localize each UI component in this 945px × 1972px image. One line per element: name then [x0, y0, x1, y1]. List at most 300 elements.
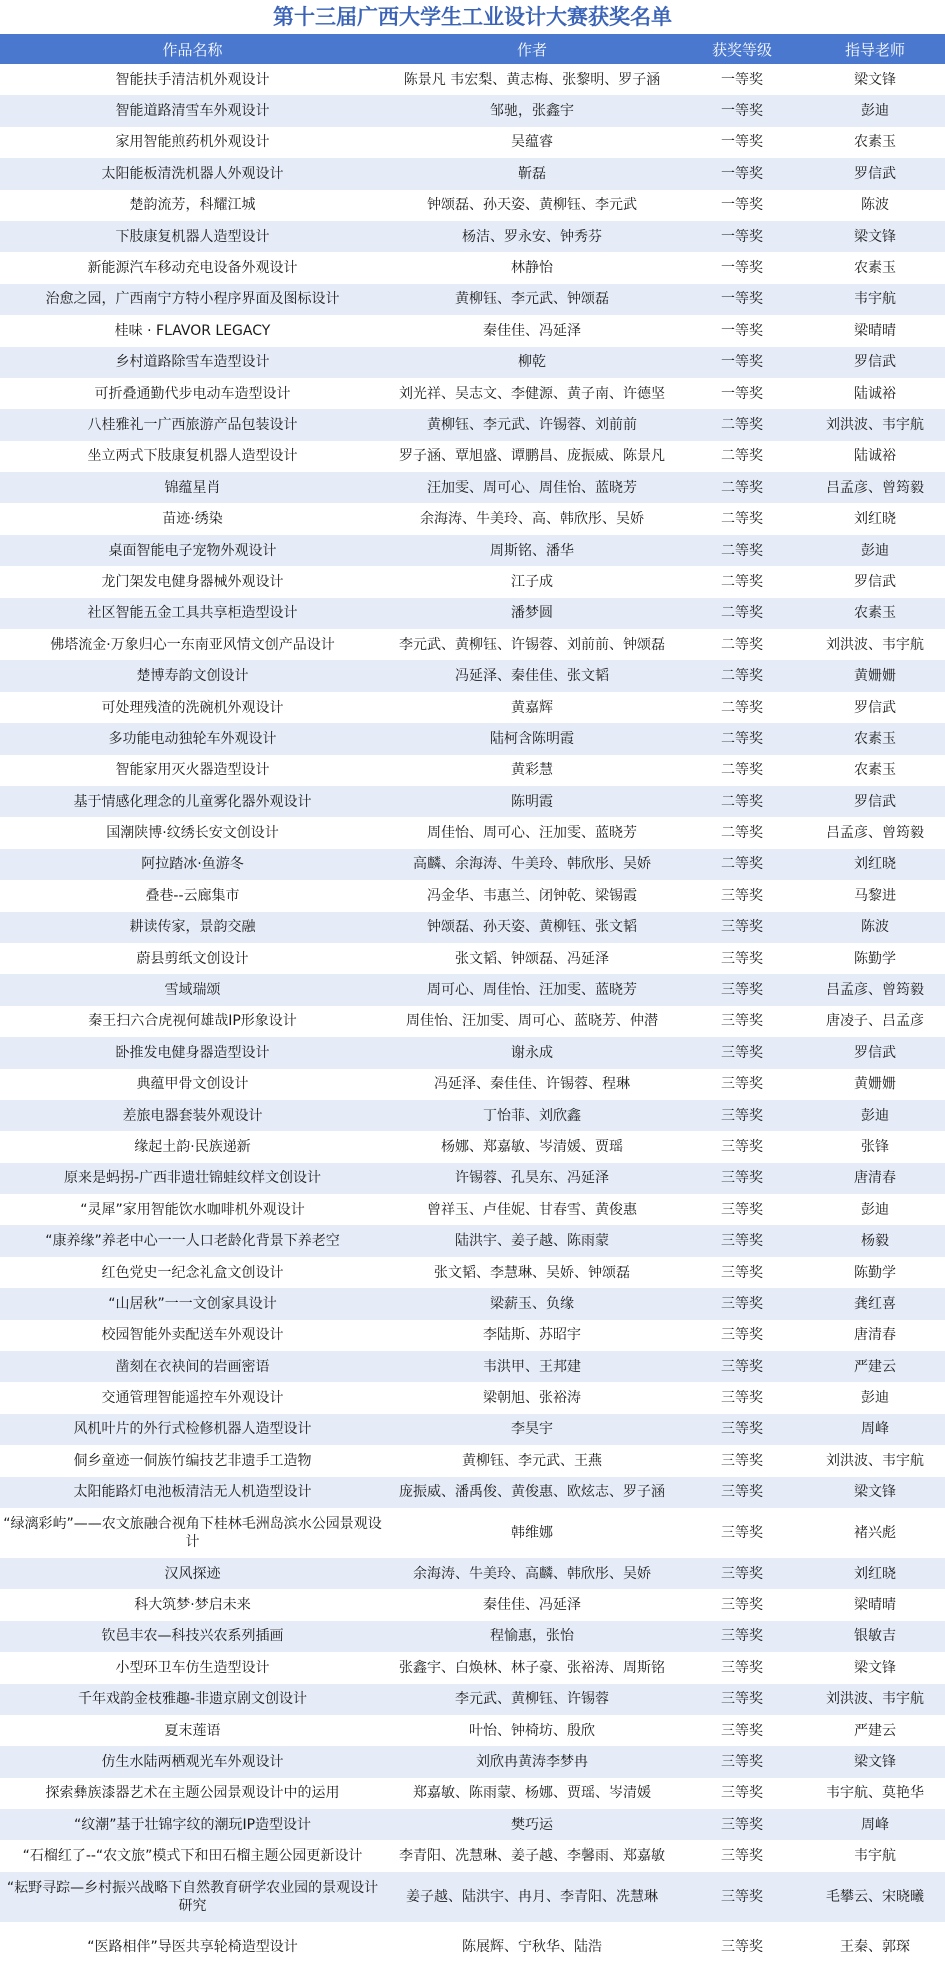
award-level-cell: 二等奖 — [679, 755, 805, 786]
advisor-cell: 张锋 — [805, 1131, 945, 1162]
authors-cell: 陈展辉、宁秋华、陆浩 — [385, 1922, 679, 1972]
table-row — [0, 1194, 945, 1225]
table-row — [0, 1288, 945, 1319]
advisor-cell: 刘红晓 — [805, 1558, 945, 1589]
header-work-name: 作品名称 — [0, 34, 385, 64]
award-level-cell: 三等奖 — [679, 1225, 805, 1256]
table-row — [0, 190, 945, 221]
table-row — [0, 1320, 945, 1351]
authors-cell: 梁朝旭、张裕涛 — [385, 1382, 679, 1413]
award-level-cell: 三等奖 — [679, 912, 805, 943]
authors-cell: 高麟、余海涛、牛美玲、韩欣彤、吴娇 — [385, 849, 679, 880]
award-level-cell: 三等奖 — [679, 1414, 805, 1445]
work-name-cell: “灵犀”家用智能饮水咖啡机外观设计 — [0, 1194, 385, 1225]
authors-cell: 秦佳佳、冯延泽 — [385, 1589, 679, 1620]
work-name-cell: 交通管理智能遥控车外观设计 — [0, 1382, 385, 1413]
work-name-cell: 缘起土韵·民族递新 — [0, 1131, 385, 1162]
advisor-cell: 彭迪 — [805, 535, 945, 566]
authors-cell: 冯延泽、秦佳佳、许锡蓉、程琳 — [385, 1069, 679, 1100]
authors-cell: 刘光祥、吴志文、李健源、黄子南、许德坚 — [385, 378, 679, 409]
authors-cell: 郑嘉敏、陈雨蒙、杨娜、贾瑶、岑清媛 — [385, 1778, 679, 1809]
advisor-cell: 韦宇航 — [805, 1840, 945, 1871]
work-name-cell: 下肢康复机器人造型设计 — [0, 221, 385, 252]
work-name-cell: 探索彝族漆器艺术在主题公园景观设计中的运用 — [0, 1778, 385, 1809]
authors-cell: 庞振威、潘禹俊、黄俊惠、欧炫志、罗子涵 — [385, 1477, 679, 1508]
table-row — [0, 880, 945, 911]
advisor-cell: 黄姗姗 — [805, 1069, 945, 1100]
table-row — [0, 1715, 945, 1746]
advisor-cell: 陈波 — [805, 190, 945, 221]
award-level-cell: 三等奖 — [679, 1320, 805, 1351]
table-row — [0, 1746, 945, 1777]
work-name-cell: 坐立两式下肢康复机器人造型设计 — [0, 441, 385, 472]
authors-cell: 许锡蓉、孔昊东、冯延泽 — [385, 1163, 679, 1194]
authors-cell: 柳乾 — [385, 347, 679, 378]
advisor-cell: 银敏吉 — [805, 1621, 945, 1652]
table-row — [0, 1131, 945, 1162]
award-level-cell: 三等奖 — [679, 1351, 805, 1382]
authors-cell: 樊巧运 — [385, 1809, 679, 1840]
work-name-cell: 楚博寿韵文创设计 — [0, 660, 385, 691]
advisor-cell: 罗信武 — [805, 566, 945, 597]
award-level-cell: 二等奖 — [679, 660, 805, 691]
table-row — [0, 158, 945, 189]
award-level-cell: 二等奖 — [679, 598, 805, 629]
work-name-cell: 治愈之园，广西南宁方特小程序界面及图标设计 — [0, 284, 385, 315]
table-row — [0, 723, 945, 754]
advisor-cell: 刘洪波、韦宇航 — [805, 1445, 945, 1476]
work-name-cell: “纹潮”基于壮锦字纹的潮玩IP造型设计 — [0, 1809, 385, 1840]
work-name-cell: 基于情感化理念的儿童雾化器外观设计 — [0, 786, 385, 817]
award-level-cell: 二等奖 — [679, 503, 805, 534]
advisor-cell: 梁文锋 — [805, 1477, 945, 1508]
table-row — [0, 127, 945, 158]
advisor-cell: 唐凌子、吕孟彦 — [805, 1006, 945, 1037]
award-level-cell: 三等奖 — [679, 1194, 805, 1225]
authors-cell: 秦佳佳、冯延泽 — [385, 315, 679, 346]
table-header-row — [0, 34, 945, 64]
work-name-cell: 阿拉踏冰·鱼游冬 — [0, 849, 385, 880]
table-row — [0, 692, 945, 723]
work-name-cell: 风机叶片的外行式检修机器人造型设计 — [0, 1414, 385, 1445]
award-level-cell: 三等奖 — [679, 880, 805, 911]
work-name-cell: 侗乡童迹一侗族竹编技艺非遗手工造物 — [0, 1445, 385, 1476]
advisor-cell: 罗信武 — [805, 1037, 945, 1068]
authors-cell: 潘梦圆 — [385, 598, 679, 629]
advisor-cell: 梁文锋 — [805, 64, 945, 95]
authors-cell: 余海涛、牛美玲、高麟、韩欣彤、吴娇 — [385, 1558, 679, 1589]
work-name-cell: 龙门架发电健身器械外观设计 — [0, 566, 385, 597]
table-row — [0, 629, 945, 660]
table-row — [0, 221, 945, 252]
advisor-cell: 严建云 — [805, 1351, 945, 1382]
advisor-cell: 陆诚裕 — [805, 378, 945, 409]
work-name-cell: 卧推发电健身器造型设计 — [0, 1037, 385, 1068]
authors-cell: 周可心、周佳怡、汪加雯、蓝晓芳 — [385, 974, 679, 1005]
work-name-cell: 桌面智能电子宠物外观设计 — [0, 535, 385, 566]
advisor-cell: 陈勤学 — [805, 1257, 945, 1288]
authors-cell: 陆柯含陈明霞 — [385, 723, 679, 754]
award-level-cell: 二等奖 — [679, 849, 805, 880]
award-level-cell: 一等奖 — [679, 221, 805, 252]
table-row — [0, 441, 945, 472]
table-row — [0, 378, 945, 409]
authors-cell: 程愉惠，张怡 — [385, 1621, 679, 1652]
advisor-cell: 周峰 — [805, 1809, 945, 1840]
advisor-cell: 农素玉 — [805, 723, 945, 754]
work-name-cell: 可折叠通勤代步电动车造型设计 — [0, 378, 385, 409]
authors-cell: 陈明霞 — [385, 786, 679, 817]
work-name-cell: 校园智能外卖配送车外观设计 — [0, 1320, 385, 1351]
header-authors: 作者 — [385, 34, 679, 64]
work-name-cell: 雪域瑞颂 — [0, 974, 385, 1005]
table-row — [0, 1558, 945, 1589]
authors-cell: 周佳怡、周可心、汪加雯、蓝晓芳 — [385, 817, 679, 848]
authors-cell: 黄柳钰、李元武、钟颂磊 — [385, 284, 679, 315]
advisor-cell: 农素玉 — [805, 127, 945, 158]
work-name-cell: “石榴红了--“农文旅”模式下和田石榴主题公园更新设计 — [0, 1840, 385, 1871]
work-name-cell: 小型环卫车仿生造型设计 — [0, 1652, 385, 1683]
table-row — [0, 1872, 945, 1922]
advisor-cell: 梁文锋 — [805, 221, 945, 252]
award-level-cell: 一等奖 — [679, 127, 805, 158]
advisor-cell: 农素玉 — [805, 755, 945, 786]
advisor-cell: 韦宇航、莫艳华 — [805, 1778, 945, 1809]
work-name-cell: 秦王扫六合虎视何雄哉IP形象设计 — [0, 1006, 385, 1037]
authors-cell: 黄嘉辉 — [385, 692, 679, 723]
table-row — [0, 1621, 945, 1652]
award-level-cell: 二等奖 — [679, 566, 805, 597]
work-name-cell: 新能源汽车移动充电设备外观设计 — [0, 252, 385, 283]
table-row — [0, 1351, 945, 1382]
authors-cell: 黄柳钰、李元武、许锡蓉、刘前前 — [385, 409, 679, 440]
authors-cell: 梁薪玉、负缘 — [385, 1288, 679, 1319]
advisor-cell: 刘红晓 — [805, 503, 945, 534]
advisor-cell: 罗信武 — [805, 347, 945, 378]
award-level-cell: 二等奖 — [679, 535, 805, 566]
header-award-level: 获奖等级 — [679, 34, 805, 64]
authors-cell: 李青阳、冼慧琳、姜子越、李馨雨、郑嘉敏 — [385, 1840, 679, 1871]
authors-cell: 韦洪甲、王邦建 — [385, 1351, 679, 1382]
authors-cell: 陆洪宇、姜子越、陈雨蒙 — [385, 1225, 679, 1256]
award-level-cell: 一等奖 — [679, 284, 805, 315]
table-row — [0, 817, 945, 848]
award-level-cell: 一等奖 — [679, 158, 805, 189]
advisor-cell: 梁晴晴 — [805, 1589, 945, 1620]
award-level-cell: 三等奖 — [679, 1445, 805, 1476]
award-level-cell: 三等奖 — [679, 1715, 805, 1746]
table-row — [0, 284, 945, 315]
advisor-cell: 彭迪 — [805, 1100, 945, 1131]
table-row — [0, 64, 945, 95]
work-name-cell: 原来是蚂拐-广西非遗壮锦蛙纹样文创设计 — [0, 1163, 385, 1194]
authors-cell: 黄彩慧 — [385, 755, 679, 786]
work-name-cell: “医路相伴”导医共享轮椅造型设计 — [0, 1922, 385, 1972]
award-level-cell: 三等奖 — [679, 1652, 805, 1683]
authors-cell: 李昊宇 — [385, 1414, 679, 1445]
table-row — [0, 598, 945, 629]
authors-cell: 冯延泽、秦佳佳、张文韬 — [385, 660, 679, 691]
authors-cell: 罗子涵、覃旭盛、谭鹏昌、庞振威、陈景凡 — [385, 441, 679, 472]
advisor-cell: 周峰 — [805, 1414, 945, 1445]
authors-cell: 张鑫宇、白焕林、林子豪、张裕涛、周斯铭 — [385, 1652, 679, 1683]
table-row — [0, 1100, 945, 1131]
award-level-cell: 三等奖 — [679, 1778, 805, 1809]
table-row — [0, 1809, 945, 1840]
authors-cell: 刘欣冉黄涛李梦冉 — [385, 1746, 679, 1777]
table-row — [0, 1445, 945, 1476]
work-name-cell: 乡村道路除雪车造型设计 — [0, 347, 385, 378]
work-name-cell: 夏末莲语 — [0, 1715, 385, 1746]
award-level-cell: 三等奖 — [679, 1872, 805, 1922]
table-row — [0, 943, 945, 974]
advisor-cell: 梁文锋 — [805, 1746, 945, 1777]
award-level-cell: 一等奖 — [679, 95, 805, 126]
advisor-cell: 罗信武 — [805, 692, 945, 723]
work-name-cell: 钦邑丰农—科技兴农系列插画 — [0, 1621, 385, 1652]
award-level-cell: 一等奖 — [679, 347, 805, 378]
award-level-cell: 三等奖 — [679, 1746, 805, 1777]
table-row — [0, 1652, 945, 1683]
work-name-cell: 多功能电动独轮车外观设计 — [0, 723, 385, 754]
advisor-cell: 刘洪波、韦宇航 — [805, 629, 945, 660]
authors-cell: 黄柳钰、李元武、王燕 — [385, 1445, 679, 1476]
work-name-cell: 佛塔流金·万象归心一东南亚风情文创产品设计 — [0, 629, 385, 660]
authors-cell: 谢永成 — [385, 1037, 679, 1068]
table-row — [0, 849, 945, 880]
award-level-cell: 三等奖 — [679, 1037, 805, 1068]
authors-cell: 冯金华、韦惠兰、闭钟乾、梁锡霞 — [385, 880, 679, 911]
table-row — [0, 1684, 945, 1715]
authors-cell: 李元武、黄柳钰、许锡蓉 — [385, 1684, 679, 1715]
table-row — [0, 1163, 945, 1194]
award-level-cell: 三等奖 — [679, 1558, 805, 1589]
award-level-cell: 一等奖 — [679, 315, 805, 346]
authors-cell: 钟颂磊、孙天姿、黄柳钰、张文韬 — [385, 912, 679, 943]
award-level-cell: 三等奖 — [679, 1288, 805, 1319]
award-level-cell: 三等奖 — [679, 1922, 805, 1972]
table-row — [0, 503, 945, 534]
table-row — [0, 535, 945, 566]
work-name-cell: 社区智能五金工具共享柜造型设计 — [0, 598, 385, 629]
award-level-cell: 三等奖 — [679, 1589, 805, 1620]
table-row — [0, 95, 945, 126]
work-name-cell: 可处理残渣的洗碗机外观设计 — [0, 692, 385, 723]
work-name-cell: 汉风探迹 — [0, 1558, 385, 1589]
advisor-cell: 褚兴彪 — [805, 1508, 945, 1558]
table-row — [0, 252, 945, 283]
award-level-cell: 二等奖 — [679, 629, 805, 660]
authors-cell: 林静怡 — [385, 252, 679, 283]
advisor-cell: 陈勤学 — [805, 943, 945, 974]
advisor-cell: 刘红晓 — [805, 849, 945, 880]
advisor-cell: 陈波 — [805, 912, 945, 943]
award-level-cell: 一等奖 — [679, 378, 805, 409]
award-level-cell: 三等奖 — [679, 1621, 805, 1652]
award-level-cell: 二等奖 — [679, 409, 805, 440]
awards-table — [0, 34, 945, 1972]
advisor-cell: 罗信武 — [805, 158, 945, 189]
table-row — [0, 409, 945, 440]
work-name-cell: “耘野寻踪—乡村振兴战略下自然教育研学农业园的景观设计研究 — [0, 1872, 385, 1922]
authors-cell: 韩维娜 — [385, 1508, 679, 1558]
work-name-cell: 差旅电器套装外观设计 — [0, 1100, 385, 1131]
award-level-cell: 二等奖 — [679, 441, 805, 472]
award-level-cell: 一等奖 — [679, 190, 805, 221]
advisor-cell: 吕孟彦、曾筠毅 — [805, 817, 945, 848]
work-name-cell: 楚韵流芳，科耀江城 — [0, 190, 385, 221]
work-name-cell: “康养缘”养老中心一一人口老龄化背景下养老空 — [0, 1225, 385, 1256]
work-name-cell: 太阳能路灯电池板清洁无人机造型设计 — [0, 1477, 385, 1508]
table-body — [0, 64, 945, 1972]
award-level-cell: 二等奖 — [679, 786, 805, 817]
table-row — [0, 755, 945, 786]
work-name-cell: 红色党史一纪念礼盒文创设计 — [0, 1257, 385, 1288]
table-row — [0, 1589, 945, 1620]
award-level-cell: 一等奖 — [679, 64, 805, 95]
authors-cell: 李元武、黄柳钰、许锡蓉、刘前前、钟颂磊 — [385, 629, 679, 660]
work-name-cell: 智能家用灭火器造型设计 — [0, 755, 385, 786]
advisor-cell: 彭迪 — [805, 95, 945, 126]
authors-cell: 靳磊 — [385, 158, 679, 189]
work-name-cell: 智能道路清雪车外观设计 — [0, 95, 385, 126]
award-level-cell: 三等奖 — [679, 1131, 805, 1162]
advisor-cell: 吕孟彦、曾筠毅 — [805, 974, 945, 1005]
award-level-cell: 三等奖 — [679, 1257, 805, 1288]
work-name-cell: “山居秋”一一文创家具设计 — [0, 1288, 385, 1319]
work-name-cell: “绿漓彩屿”——农文旅融合视角下桂林毛洲岛滨水公园景观设计 — [0, 1508, 385, 1558]
advisor-cell: 杨毅 — [805, 1225, 945, 1256]
table-row — [0, 1382, 945, 1413]
table-row — [0, 786, 945, 817]
award-level-cell: 三等奖 — [679, 1006, 805, 1037]
work-name-cell: 八桂雅礼一广西旅游产品包装设计 — [0, 409, 385, 440]
table-row — [0, 1840, 945, 1871]
work-name-cell: 智能扶手清洁机外观设计 — [0, 64, 385, 95]
authors-cell: 陈景凡 韦宏梨、黄志梅、张黎明、罗子涵 — [385, 64, 679, 95]
award-level-cell: 三等奖 — [679, 1840, 805, 1871]
work-name-cell: 苗迹·绣染 — [0, 503, 385, 534]
advisor-cell: 梁晴晴 — [805, 315, 945, 346]
authors-cell: 曾祥玉、卢佳妮、甘春雪、黄俊惠 — [385, 1194, 679, 1225]
work-name-cell: 国潮陕博·纹绣长安文创设计 — [0, 817, 385, 848]
table-row — [0, 1069, 945, 1100]
award-level-cell: 二等奖 — [679, 723, 805, 754]
award-level-cell: 一等奖 — [679, 252, 805, 283]
table-row — [0, 1778, 945, 1809]
authors-cell: 张文韬、李慧琳、吴娇、钟颂磊 — [385, 1257, 679, 1288]
advisor-cell: 严建云 — [805, 1715, 945, 1746]
authors-cell: 李陆斯、苏昭宇 — [385, 1320, 679, 1351]
advisor-cell: 王秦、郭琛 — [805, 1922, 945, 1972]
advisor-cell: 刘洪波、韦宇航 — [805, 1684, 945, 1715]
table-row — [0, 1414, 945, 1445]
advisor-cell: 农素玉 — [805, 252, 945, 283]
authors-cell: 江子成 — [385, 566, 679, 597]
advisor-cell: 毛攀云、宋晓曦 — [805, 1872, 945, 1922]
award-level-cell: 三等奖 — [679, 943, 805, 974]
authors-cell: 周斯铭、潘华 — [385, 535, 679, 566]
work-name-cell: 叠巷--云廊集市 — [0, 880, 385, 911]
work-name-cell: 典蕴甲骨文创设计 — [0, 1069, 385, 1100]
work-name-cell: 桂味 · FLAVOR LEGACY — [0, 315, 385, 346]
award-level-cell: 三等奖 — [679, 1069, 805, 1100]
table-row — [0, 974, 945, 1005]
award-level-cell: 三等奖 — [679, 1100, 805, 1131]
work-name-cell: 科大筑梦·梦启未来 — [0, 1589, 385, 1620]
award-level-cell: 二等奖 — [679, 472, 805, 503]
advisor-cell: 彭迪 — [805, 1194, 945, 1225]
table-row — [0, 566, 945, 597]
advisor-cell: 罗信武 — [805, 786, 945, 817]
work-name-cell: 蔚县剪纸文创设计 — [0, 943, 385, 974]
award-level-cell: 三等奖 — [679, 1508, 805, 1558]
authors-cell: 汪加雯、周可心、周佳怡、蓝晓芳 — [385, 472, 679, 503]
authors-cell: 杨洁、罗永安、钟秀芬 — [385, 221, 679, 252]
authors-cell: 杨娜、郑嘉敏、岑清媛、贾瑶 — [385, 1131, 679, 1162]
advisor-cell: 彭迪 — [805, 1382, 945, 1413]
advisor-cell: 梁文锋 — [805, 1652, 945, 1683]
advisor-cell: 唐清春 — [805, 1320, 945, 1351]
advisor-cell: 陆诚裕 — [805, 441, 945, 472]
header-advisor: 指导老师 — [805, 34, 945, 64]
table-row — [0, 315, 945, 346]
authors-cell: 丁怡菲、刘欣鑫 — [385, 1100, 679, 1131]
award-level-cell: 三等奖 — [679, 1382, 805, 1413]
work-name-cell: 锦蕴星肖 — [0, 472, 385, 503]
advisor-cell: 农素玉 — [805, 598, 945, 629]
work-name-cell: 凿刻在衣袂间的岩画密语 — [0, 1351, 385, 1382]
work-name-cell: 家用智能煎药机外观设计 — [0, 127, 385, 158]
authors-cell: 周佳怡、汪加雯、周可心、蓝晓芳、仲潜 — [385, 1006, 679, 1037]
authors-cell: 姜子越、陆洪宇、冉月、李青阳、冼慧琳 — [385, 1872, 679, 1922]
table-row — [0, 1225, 945, 1256]
table-row — [0, 347, 945, 378]
award-level-cell: 三等奖 — [679, 1684, 805, 1715]
table-row — [0, 1922, 945, 1972]
award-level-cell: 三等奖 — [679, 1163, 805, 1194]
award-level-cell: 二等奖 — [679, 692, 805, 723]
authors-cell: 邹驰，张鑫宇 — [385, 95, 679, 126]
table-row — [0, 1037, 945, 1068]
authors-cell: 余海涛、牛美玲、高、韩欣彤、吴娇 — [385, 503, 679, 534]
advisor-cell: 唐清春 — [805, 1163, 945, 1194]
work-name-cell: 千年戏韵金枝雅趣-非遗京剧文创设计 — [0, 1684, 385, 1715]
page-title: 第十三届广西大学生工业设计大赛获奖名单 — [273, 5, 672, 29]
advisor-cell: 吕孟彦、曾筠毅 — [805, 472, 945, 503]
table-row — [0, 472, 945, 503]
award-level-cell: 三等奖 — [679, 974, 805, 1005]
authors-cell: 叶怡、钟椅坊、殷欣 — [385, 1715, 679, 1746]
award-level-cell: 二等奖 — [679, 817, 805, 848]
award-level-cell: 三等奖 — [679, 1809, 805, 1840]
authors-cell: 钟颂磊、孙天姿、黄柳钰、李元武 — [385, 190, 679, 221]
work-name-cell: 耕读传家，景韵交融 — [0, 912, 385, 943]
award-level-cell: 三等奖 — [679, 1477, 805, 1508]
table-row — [0, 1257, 945, 1288]
advisor-cell: 马黎进 — [805, 880, 945, 911]
authors-cell: 张文韬、钟颂磊、冯延泽 — [385, 943, 679, 974]
advisor-cell: 刘洪波、韦宇航 — [805, 409, 945, 440]
table-row — [0, 1006, 945, 1037]
table-row — [0, 1477, 945, 1508]
table-row — [0, 660, 945, 691]
advisor-cell: 韦宇航 — [805, 284, 945, 315]
work-name-cell: 太阳能板清洗机器人外观设计 — [0, 158, 385, 189]
advisor-cell: 龚红喜 — [805, 1288, 945, 1319]
authors-cell: 吴蕴睿 — [385, 127, 679, 158]
work-name-cell: 仿生水陆两栖观光车外观设计 — [0, 1746, 385, 1777]
